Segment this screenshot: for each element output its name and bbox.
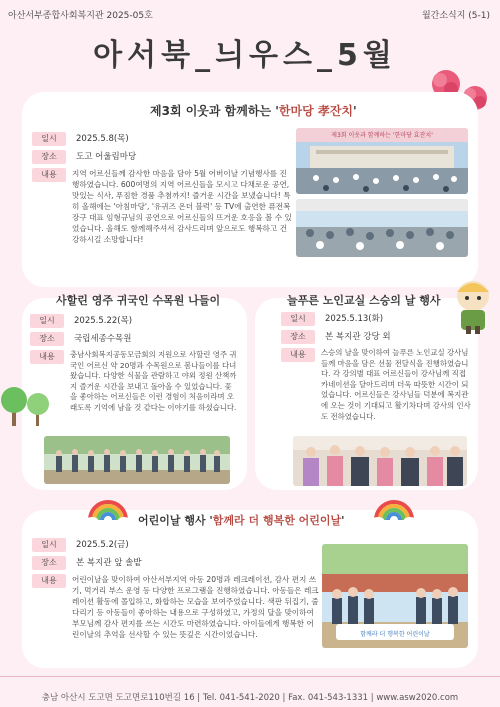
date-value: 2025.5.2(금) (76, 540, 129, 550)
main-title (70, 30, 420, 74)
title-char: 아 (93, 38, 128, 73)
title-char: 5 (337, 38, 363, 73)
title-char: 스 (283, 38, 318, 73)
place-tag: 장소 (281, 330, 315, 344)
content-text: 지역 어르신들께 감사한 마음을 담아 5월 어버이날 기념행사를 진행하였습니다. 600여명의 지역 어르신들을 모시고 다채로운 공연, 맛있는 식사, 푸짐한 경품 추첨까지! 즐거운 시간을 보냈습니다! 특히 올해에는 '아침마당', '유귀즈 온더 블럭' 등 TV에 출연한 퓨전복장구 대표 임형규님의 공연으로 어르신들의 뜨거운 호응을 볼 수 있었습니다. 올해도 함께해주셔서 감사드리며 앞으로도 행복하고 건강하시길 소망합니다! (72, 169, 292, 244)
place-row (30, 332, 131, 346)
place-row (281, 330, 391, 344)
top-bar (0, 0, 500, 26)
title-char: 서 (127, 38, 162, 73)
content-tag: 내용 (32, 574, 66, 588)
event-photo-stage (296, 128, 468, 194)
section-title: 어린이날 행사 '함께라 더 행복한 어린이날' (138, 514, 345, 527)
content-text: 충남사회복지공동모금회의 지원으로 사할린 영주 귀국인 어르신 약 20명과 수목원으로 봄나들이를 다녀왔습니다. 다양한 식물을 관람하고 야외 정원 산책까지 즐거운 시간을 보내고 돌아올 수 있었습니다. 꽃을 좋아하는 어르신들은 이런 경험이 처음이라며 오래도록 기억에 남을 것 같다는 이야기를 하셨습니다. (70, 350, 237, 412)
section-title: 늘푸른 노인교실 스승의 날 행사 (287, 294, 441, 307)
place-tag: 장소 (32, 150, 66, 164)
date-tag: 일시 (30, 314, 64, 328)
date-row (32, 538, 129, 552)
tree-icon (0, 376, 52, 428)
event-photo-arboretum (44, 436, 230, 484)
event-panel-arboretum (22, 294, 247, 490)
place-tag: 장소 (30, 332, 64, 346)
event-photo-crowd (296, 199, 468, 257)
content-row (30, 350, 242, 414)
place-value: 국립세종수목원 (74, 334, 132, 344)
place-value: 본 복지관 앞 솔밭 (76, 558, 142, 568)
content-tag: 내용 (30, 350, 64, 364)
photo-banner: 함께라 더 행복한 어린이날 (360, 631, 430, 638)
place-tag: 장소 (32, 556, 66, 570)
date-value: 2025.5.22(목) (74, 316, 133, 326)
section-title: 사할린 영주 귀국인 수목원 나들이 (56, 294, 221, 307)
content-row (281, 348, 475, 422)
event-panel-hyojanchi (22, 92, 478, 287)
content-text: 어린이날을 맞이하여 아산서부지역 아동 20명과 레크레이션, 감사 편지 쓰기, 먹거리 부스 운영 등 다양한 프로그램을 진행하였습니다. 아동들은 레크레이션 활동에 몰입하고, 화합하는 모습을 보여주었습니다. 색판 뒤집기, 줄다리기 등 아동들이 좋아하는 내용으로 구성하였고, 가정의 달을 맞이하여 부모님께 감사 편지를 쓰는 시간도 마련하였습니다. 아이들에게 행복한 어린이날의 추억을 선사할 수 있는 뜻깊은 시간이었습니다. (72, 575, 319, 639)
title-char: 월 (362, 38, 397, 73)
date-row (30, 314, 132, 328)
event-photo-children (322, 544, 468, 648)
date-row (281, 312, 383, 326)
content-row (32, 574, 322, 640)
date-value: 2025.5.13(화) (325, 314, 384, 324)
title-char: 우 (249, 38, 284, 73)
footer (0, 676, 500, 707)
mascot-icon (452, 276, 494, 334)
date-value: 2025.5.8(목) (76, 134, 129, 144)
event-panel-childrens-day (22, 510, 478, 668)
event-photo-teachers (293, 436, 467, 486)
rainbow-icon (86, 496, 130, 522)
photo-banner: 제3회 이웃과 함께하는 '한마당 효잔치' (331, 132, 433, 139)
date-tag: 일시 (32, 132, 66, 146)
content-tag: 내용 (32, 168, 66, 182)
title-char: 늬 (215, 38, 250, 73)
title-char: _ (195, 38, 216, 73)
content-tag: 내용 (281, 348, 315, 362)
rainbow-icon (372, 496, 416, 522)
newsletter-volume: 월간소식지 (5-1) (421, 11, 490, 21)
place-value: 본 복지관 강당 외 (325, 332, 391, 342)
title-char: 북 (161, 38, 196, 73)
date-tag: 일시 (32, 538, 66, 552)
content-text: 스승의 날을 맞이하여 늘푸른 노인교실 강사님들께 마음을 담은 선물 전달식을 진행하였습니다. 각 강의별 대표 어르신들이 강사님께 직접 카네이션을 달아드리며 더욱 따뜻한 시간이 되었습니다. 어르신들은 강사님들 덕분에 복지관에 오는 것이 기대되고 활기차다며 강사의 인사도 전하였습니다. (321, 348, 471, 421)
place-value: 도고 어울림마당 (76, 152, 137, 162)
footer-contact: 충남 아산시 도고면 도고면로110번길 16 | Tel. 041-541-2020 | Fax. 041-543-1331 | www.asw2020.com (41, 693, 459, 703)
organization-issue: 아산서부종합사회복지관 2025-05호 (8, 11, 153, 21)
place-row (32, 150, 136, 164)
date-tag: 일시 (281, 312, 315, 326)
section-title: 제3회 이웃과 함께하는 '한마당 孝잔치' (150, 104, 357, 118)
event-panel-teachers-day (255, 294, 478, 490)
date-row (32, 132, 129, 146)
content-row (32, 168, 294, 245)
place-row (32, 556, 142, 570)
title-char: _ (317, 38, 338, 73)
